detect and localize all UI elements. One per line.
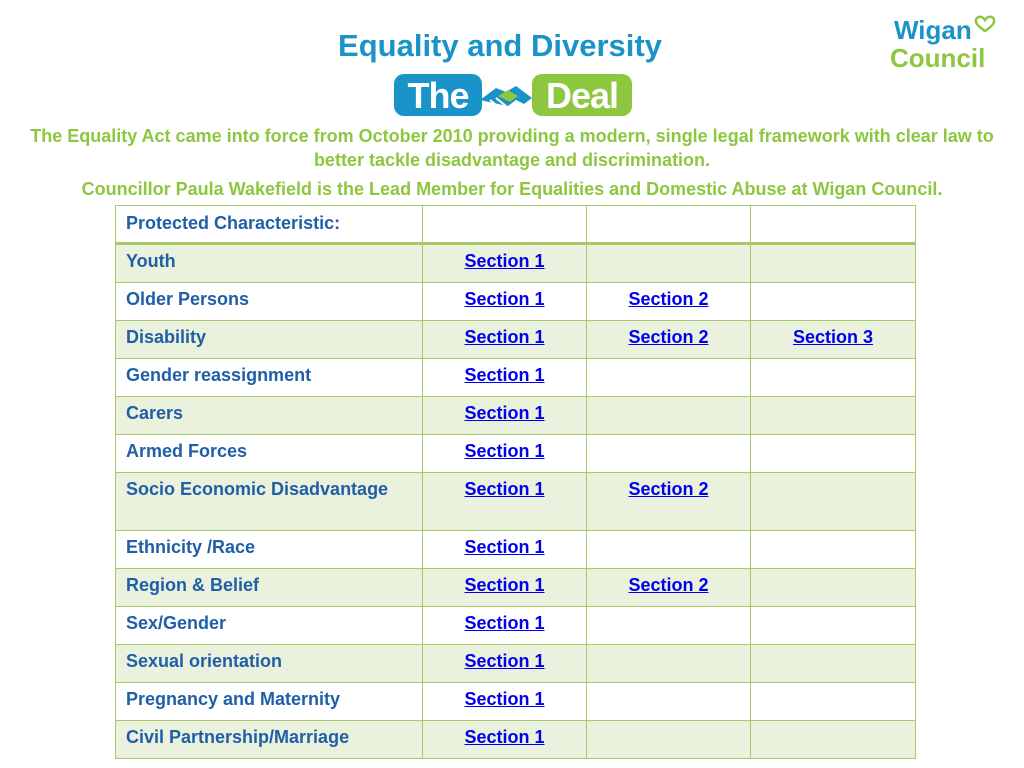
characteristic-name: Youth xyxy=(116,244,423,283)
councillor-statement: Councillor Paula Wakefield is the Lead Member for Equalities and Domestic Abuse at Wigan Council. xyxy=(81,179,943,199)
section-cell xyxy=(751,244,916,283)
section-cell xyxy=(423,531,587,569)
header-cell-empty xyxy=(587,206,751,244)
section-cell xyxy=(587,283,751,321)
characteristic-name: Sexual orientation xyxy=(116,645,423,683)
section-2-link[interactable]: Section 2 xyxy=(628,479,709,499)
section-cell xyxy=(751,569,916,607)
deal-logo-word-right: Deal xyxy=(545,75,619,116)
characteristic-name: Ethnicity /Race xyxy=(116,531,423,569)
section-1-link[interactable]: Section 1 xyxy=(464,441,545,461)
section-cell xyxy=(751,359,916,397)
table-row xyxy=(116,283,916,321)
table-row xyxy=(116,607,916,645)
section-cell xyxy=(587,435,751,473)
section-cell xyxy=(751,321,916,359)
handshake-icon xyxy=(480,86,532,110)
section-1-link[interactable]: Section 1 xyxy=(464,537,545,557)
section-1-link[interactable]: Section 1 xyxy=(464,727,545,747)
header-cell: Protected Characteristic: xyxy=(116,206,423,244)
council-logo-line1: Wigan xyxy=(894,15,972,45)
section-cell xyxy=(423,283,587,321)
section-cell xyxy=(751,397,916,435)
section-cell xyxy=(751,683,916,721)
table-row xyxy=(116,531,916,569)
section-cell xyxy=(423,721,587,759)
table-row xyxy=(116,569,916,607)
table-row xyxy=(116,683,916,721)
table-row xyxy=(116,321,916,359)
section-cell xyxy=(423,645,587,683)
section-cell xyxy=(423,244,587,283)
section-cell xyxy=(423,359,587,397)
characteristic-name: Socio Economic Disadvantage xyxy=(116,473,423,531)
characteristic-name: Civil Partnership/Marriage xyxy=(116,721,423,759)
section-cell xyxy=(751,721,916,759)
section-1-link[interactable]: Section 1 xyxy=(464,575,545,595)
section-cell xyxy=(587,721,751,759)
section-cell xyxy=(423,569,587,607)
characteristic-name: Carers xyxy=(116,397,423,435)
header-cell-empty xyxy=(751,206,916,244)
header-cell-empty xyxy=(423,206,587,244)
section-cell xyxy=(751,435,916,473)
section-2-link[interactable]: Section 2 xyxy=(628,289,709,309)
section-1-link[interactable]: Section 1 xyxy=(464,251,545,271)
section-cell xyxy=(587,531,751,569)
section-cell xyxy=(587,683,751,721)
the-deal-logo xyxy=(392,70,634,120)
section-cell xyxy=(587,473,751,531)
section-cell xyxy=(751,283,916,321)
table-row xyxy=(116,244,916,283)
council-logo-line2: Council xyxy=(890,43,986,72)
characteristic-name: Region & Belief xyxy=(116,569,423,607)
section-cell xyxy=(423,607,587,645)
characteristic-name: Gender reassignment xyxy=(116,359,423,397)
section-1-link[interactable]: Section 1 xyxy=(464,651,545,671)
section-cell xyxy=(751,607,916,645)
section-cell xyxy=(423,473,587,531)
section-cell xyxy=(587,321,751,359)
protected-characteristics-table xyxy=(115,205,916,759)
table-row xyxy=(116,397,916,435)
section-1-link[interactable]: Section 1 xyxy=(464,613,545,633)
table-row xyxy=(116,473,916,531)
section-cell xyxy=(587,607,751,645)
section-cell xyxy=(423,321,587,359)
characteristic-name: Sex/Gender xyxy=(116,607,423,645)
deal-logo-word-left: The xyxy=(407,75,469,116)
table-row xyxy=(116,435,916,473)
section-cell xyxy=(587,397,751,435)
section-cell xyxy=(423,435,587,473)
section-1-link[interactable]: Section 1 xyxy=(464,289,545,309)
section-cell xyxy=(751,531,916,569)
characteristic-name: Disability xyxy=(116,321,423,359)
section-cell xyxy=(423,683,587,721)
wigan-council-logo xyxy=(888,12,998,72)
section-cell xyxy=(751,645,916,683)
table-row xyxy=(116,359,916,397)
section-1-link[interactable]: Section 1 xyxy=(464,327,545,347)
section-cell xyxy=(751,473,916,531)
characteristic-name: Armed Forces xyxy=(116,435,423,473)
table-header-row xyxy=(116,206,916,244)
intro-paragraph: The Equality Act came into force from October 2010 providing a modern, single legal framework with clear law to better tackle disadvantage and discrimination. xyxy=(30,126,994,170)
page-title: Equality and Diversity xyxy=(338,28,662,63)
section-1-link[interactable]: Section 1 xyxy=(464,365,545,385)
section-1-link[interactable]: Section 1 xyxy=(464,479,545,499)
table-row xyxy=(116,721,916,759)
characteristic-name: Pregnancy and Maternity xyxy=(116,683,423,721)
section-cell xyxy=(587,244,751,283)
section-1-link[interactable]: Section 1 xyxy=(464,689,545,709)
characteristic-name: Older Persons xyxy=(116,283,423,321)
section-2-link[interactable]: Section 2 xyxy=(628,575,709,595)
section-cell xyxy=(587,359,751,397)
section-3-link[interactable]: Section 3 xyxy=(792,327,874,347)
section-cell xyxy=(587,645,751,683)
section-cell xyxy=(587,569,751,607)
heart-icon xyxy=(976,17,994,31)
section-1-link[interactable]: Section 1 xyxy=(464,403,545,423)
table-row xyxy=(116,645,916,683)
section-cell xyxy=(423,397,587,435)
section-2-link[interactable]: Section 2 xyxy=(628,327,709,347)
